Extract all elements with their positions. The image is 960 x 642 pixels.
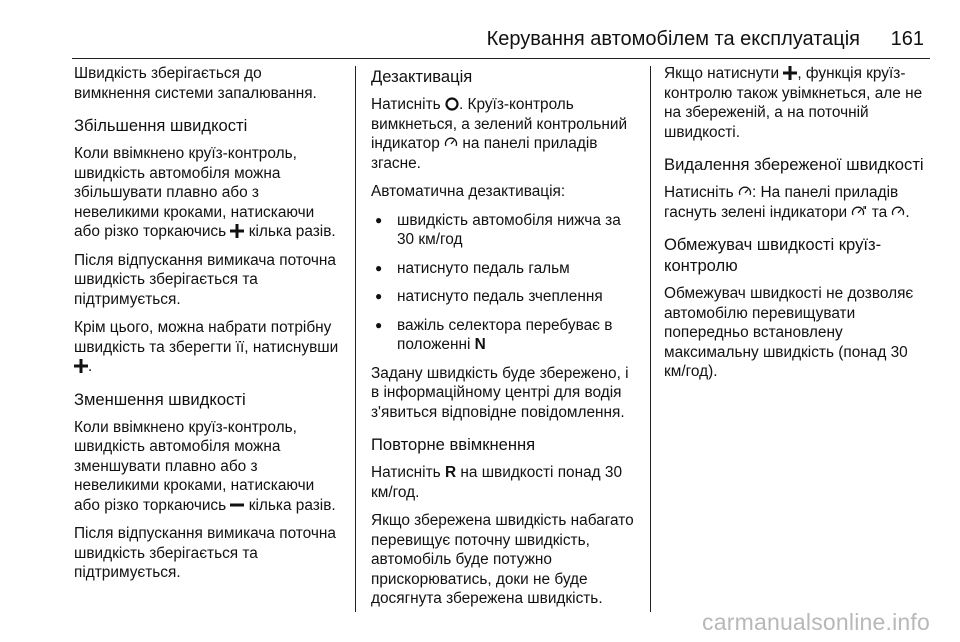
paragraph: Після відпускання вимикача поточна швидкість зберігається та підтримується. <box>74 251 336 308</box>
text: та <box>871 203 888 221</box>
text: Коли ввімкнено круїз-контроль, швидкість автомобіля можна збільшувати плавно або з невеликими кроками, натискаючи або різко торкаючись <box>74 145 315 240</box>
page-header <box>0 0 960 58</box>
text: Якщо натиснути <box>664 65 780 82</box>
paragraph <box>371 463 637 502</box>
header-title: Керування автомобілем та експлуатація <box>486 28 860 50</box>
column-3 <box>664 64 932 391</box>
circle-off-icon <box>445 97 459 111</box>
text: , функція круїз-контролю також увімкнеться, але не на збереженій, а на поточній швидкості. <box>664 65 923 141</box>
column-divider <box>650 66 651 612</box>
header-rule <box>72 58 930 59</box>
page-number: 161 <box>890 28 924 50</box>
paragraph: Автоматична дезактивація: <box>371 183 566 200</box>
plus-icon <box>74 359 88 373</box>
resume-key: R <box>444 464 457 481</box>
text: . <box>88 358 93 375</box>
minus-icon <box>230 498 244 512</box>
text: Натисніть <box>664 184 734 201</box>
text: : На панелі приладів гаснуть зелені індикатори <box>664 184 899 221</box>
plus-icon <box>783 66 797 80</box>
text: . <box>905 203 910 221</box>
paragraph <box>371 95 637 173</box>
text: кілька разів. <box>248 496 336 514</box>
section-heading-increase: Збільшення швидкості <box>74 116 248 135</box>
column-divider <box>355 66 356 612</box>
column-2 <box>371 64 637 618</box>
text: Крім цього, можна набрати потрібну швидкість та зберегти її, натиснувши <box>74 319 339 356</box>
section-heading-deactivation: Дезактивація <box>371 67 473 86</box>
paragraph <box>74 418 342 516</box>
gear-letter: N <box>474 336 486 353</box>
text: на панелі приладів згасне. <box>371 135 598 172</box>
paragraph <box>74 144 342 242</box>
paragraph <box>74 318 342 377</box>
text: Натисніть <box>371 464 441 481</box>
text: Натисніть <box>371 96 441 113</box>
paragraph: Задану швидкість буде збережено, і в інформаційному центрі для водія з'явиться відповідне повідомлення. <box>371 364 629 421</box>
paragraph: Обмежувач швидкості не дозволяє автомобілю перевищувати попередньо встановлену максимальну швидкість (понад 30 км/год). <box>664 285 914 380</box>
plus-icon <box>230 224 244 238</box>
list-item: ● швидкість автомобіля нижча за 30 км/год <box>371 211 637 250</box>
cruise-control-icon <box>891 205 905 219</box>
text: . Круїз-контроль вимкнеться, а зелений контрольний індикатор <box>371 96 628 152</box>
section-heading-limiter: Обмежувач швидкості круїз-контролю <box>664 235 882 275</box>
paragraph <box>664 183 932 222</box>
list-item: ● натиснуто педаль гальм <box>371 259 637 279</box>
paragraph: Якщо збережена швидкість набагато перевищує поточну швидкість, автомобіль буде потужно прискорюватись, доки не буде досягнута збережена швидкість. <box>371 512 634 607</box>
text: на швидкості понад 30 км/год. <box>371 464 623 501</box>
list-item <box>371 316 637 355</box>
watermark: carmanualsonline.info <box>702 609 930 635</box>
paragraph <box>664 64 932 142</box>
paragraph: Швидкість зберігається до вимкнення системи запалювання. <box>74 65 317 102</box>
text: Коли ввімкнено круїз-контроль, швидкість автомобіля можна зменшувати плавно або з невеликими кроками, натискаючи або різко торкаючись <box>74 418 315 514</box>
section-heading-decrease: Зменшення швидкості <box>74 389 246 409</box>
text: кілька разів. <box>248 223 336 240</box>
section-heading-delete: Видалення збереженої швидкості <box>664 155 924 174</box>
cruise-control-icon <box>738 185 752 199</box>
column-1 <box>74 64 342 592</box>
text: важіль селектора перебуває в положенні <box>397 316 613 353</box>
cruise-control-icon <box>444 136 458 150</box>
bullet-list <box>371 211 637 355</box>
speed-limiter-icon <box>851 205 867 219</box>
section-heading-resume: Повторне ввімкнення <box>371 435 536 454</box>
paragraph: Після відпускання вимикача поточна швидкість зберігається та підтримується. <box>74 525 336 581</box>
list-item: ● натиснуто педаль зчеплення <box>371 287 637 307</box>
